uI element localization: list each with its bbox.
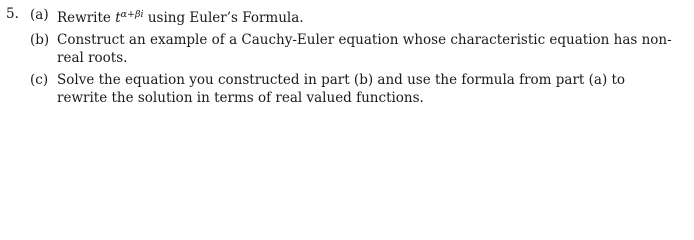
part-a-math-base: t xyxy=(115,10,121,26)
part-a-text-after: using Euler’s Formula. xyxy=(143,10,304,26)
part-b-line-2: real roots. xyxy=(57,50,128,66)
part-a-math-exponent: α+βi xyxy=(120,9,144,20)
part-c-line-2: rewrite the solution in terms of real valued functions. xyxy=(57,90,424,106)
part-a-label: (a) xyxy=(30,7,49,23)
part-b-line-1: Construct an example of a Cauchy-Euler equation whose characteristic equation has non- xyxy=(57,32,672,48)
problem-number: 5. xyxy=(6,6,19,22)
part-b-label: (b) xyxy=(30,32,50,48)
part-c-line-1: Solve the equation you constructed in part (b) and use the formula from part (a) to xyxy=(57,72,626,88)
part-a-text xyxy=(57,6,671,27)
part-b-text xyxy=(57,31,671,67)
part-c-text xyxy=(57,71,671,107)
part-c-label: (c) xyxy=(30,72,49,88)
part-a-text-before: Rewrite xyxy=(57,10,116,26)
